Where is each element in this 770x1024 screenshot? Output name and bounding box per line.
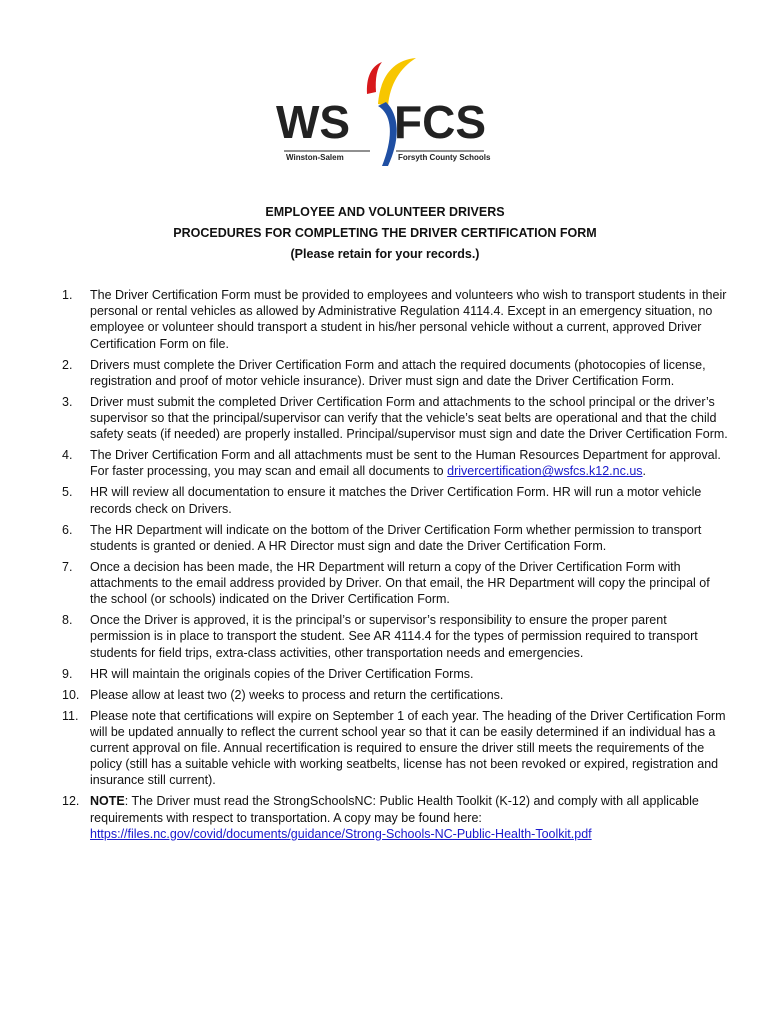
item-number: 4. <box>62 448 73 463</box>
logo-ws-text: WS <box>276 96 351 148</box>
toolkit-link[interactable]: https://files.nc.gov/covid/documents/guidance/Strong-Schools-NC-Public-Health-Toolkit.pdf <box>90 826 592 841</box>
list-item <box>62 357 728 389</box>
note-label: NOTE <box>90 794 125 809</box>
item-text: Once the Driver is approved, it is the principal’s or supervisor’s responsibility to ensure the proper parent permission is in place to transport the student. See AR 4114.4 for the types of permission required to transport students for field trips, extra-class activities, other transportation needs and emergencies. <box>90 613 698 660</box>
item-number: 12. <box>62 794 80 809</box>
item-number: 10. <box>62 687 80 702</box>
item-text: Please note that certifications will expire on September 1 of each year. The heading of the Driver Certification Form will be updated annually to reflect the current school year so that it can be easily determined if an individual has a current approval on file. Annual recertification is required to ensure the driver still meets the requirements of the policy (still has a suitable vehicle with working seatbelts, license has not been revoked or expired, registration and insurance still current). <box>90 708 726 788</box>
list-item <box>62 447 728 479</box>
item-number: 3. <box>62 394 73 409</box>
logo-right-caption: Forsyth County Schools <box>398 153 491 162</box>
list-item <box>62 394 728 443</box>
logo-fcs-text: FCS <box>394 96 486 148</box>
header-subtitle: PROCEDURES FOR COMPLETING THE DRIVER CERTIFICATION FORM <box>173 226 597 240</box>
item-text: : The Driver must read the StrongSchoolsNC: Public Health Toolkit (K-12) and comply with all applicable requirements with respect to transportation. A copy may be found here: <box>90 794 699 825</box>
item-text: Drivers must complete the Driver Certification Form and attach the required documents (photocopies of license, registration and proof of motor vehicle insurance). Driver must sign and date the Driver Certification Form. <box>90 357 706 388</box>
list-item <box>62 666 728 682</box>
list-item <box>62 612 728 661</box>
list-item <box>62 708 728 789</box>
list-item <box>62 687 728 703</box>
wsfcs-logo <box>274 56 496 168</box>
item-number: 8. <box>62 613 73 628</box>
item-number: 7. <box>62 559 73 574</box>
item-text: Driver must submit the completed Driver Certification Form and attachments to the school principal or the driver’s supervisor so that the principal/supervisor can verify that the vehicle’s seat belts are operational and that the child safety seats (if needed) are properly installed. Principal/supervisor must sign and date the Driver Certification Form. <box>90 394 728 442</box>
item-text: HR will review all documentation to ensure it matches the Driver Certification Form. HR will run a motor vehicle records check on Drivers. <box>90 485 702 516</box>
list-item <box>62 793 728 842</box>
item-number: 9. <box>62 666 73 681</box>
list-item <box>62 522 728 554</box>
item-text: Once a decision has been made, the HR Department will return a copy of the Driver Certification Form with attachments to the email address provided by Driver. On that email, the HR Department will copy the principal of the school (or schools) indicated on the Driver Certification Form. <box>90 559 710 607</box>
item-text: HR will maintain the originals copies of the Driver Certification Forms. <box>90 666 474 681</box>
item-text-end: . <box>642 464 647 479</box>
item-number: 1. <box>62 288 73 302</box>
logo-left-caption: Winston-Salem <box>286 153 344 162</box>
document-header <box>0 202 770 265</box>
header-title: EMPLOYEE AND VOLUNTEER DRIVERS <box>265 205 505 219</box>
list-item <box>62 484 728 516</box>
logo-red-swoosh <box>367 62 382 94</box>
item-number: 5. <box>62 485 73 500</box>
item-number: 11. <box>62 708 79 723</box>
procedure-list <box>62 287 728 847</box>
item-number: 2. <box>62 357 73 372</box>
email-link[interactable]: drivercertification@wsfcs.k12.nc.us <box>447 464 643 479</box>
header-note: (Please retain for your records.) <box>290 247 480 261</box>
list-item <box>62 287 728 352</box>
list-item <box>62 559 728 608</box>
item-text: Please allow at least two (2) weeks to process and return the certifications. <box>90 687 504 702</box>
item-number: 6. <box>62 522 73 537</box>
item-text: The Driver Certification Form must be provided to employees and volunteers who wish to transport students in their personal or rental vehicles as allowed by Administrative Regulation 4114.4. Except in an emergency situation, no employee or volunteer should transport a student in his/her personal vehicle without a current, approved Driver Certification Form on file. <box>90 288 727 351</box>
item-text: The Driver Certification Form and all attachments must be sent to the Human Resources Department for approval. For faster processing, you may scan and email all documents to <box>90 448 721 479</box>
item-text: The HR Department will indicate on the bottom of the Driver Certification Form whether permission to transport students is granted or denied. A HR Director must sign and date the Driver Certification Form. <box>90 522 702 553</box>
